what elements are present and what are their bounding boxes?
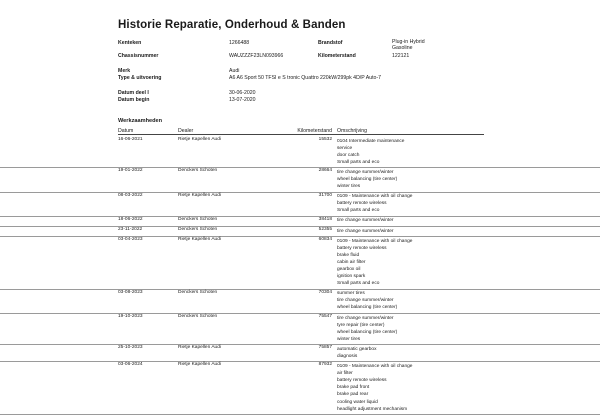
row-description bbox=[337, 362, 600, 414]
row-description bbox=[337, 345, 600, 361]
description-item: Small parts and eco bbox=[337, 281, 380, 287]
row-kilometerstand: 31700 bbox=[318, 192, 332, 198]
description-item: 0109 - Maintenance with oil change bbox=[337, 238, 413, 244]
description-item: service bbox=[337, 145, 353, 151]
description-item: ignition spark bbox=[337, 274, 366, 280]
description-item: Small parts and eco bbox=[337, 159, 380, 165]
description-item: cabin air filter bbox=[337, 259, 366, 265]
kilometerstand-label: Kilometerstand bbox=[318, 53, 356, 59]
table-row bbox=[0, 237, 600, 290]
row-description bbox=[337, 237, 600, 289]
row-kilometerstand: 38418 bbox=[318, 216, 332, 222]
row-date: 03-08-2023 bbox=[118, 289, 143, 295]
row-dealer: Denckers Schoten bbox=[178, 289, 218, 295]
table-row bbox=[0, 193, 600, 217]
row-date: 03-06-2024 bbox=[118, 362, 143, 368]
brandstof-value: Plug-in Hybrid Gasoline bbox=[392, 38, 425, 52]
row-kilometerstand: 52355 bbox=[318, 226, 332, 232]
type-label: Type & uitvoering bbox=[118, 75, 162, 81]
row-date: 03-04-2023 bbox=[118, 237, 143, 243]
description-item: wheel balancing (tire center) bbox=[337, 329, 398, 335]
description-item: tire change summer/winter bbox=[337, 169, 394, 175]
column-header-datum: Datum bbox=[118, 128, 134, 134]
description-item: diagnosis bbox=[337, 354, 358, 359]
kilometerstand-value: 122121 bbox=[392, 53, 410, 59]
table-row bbox=[0, 217, 600, 227]
table-row bbox=[0, 137, 600, 168]
description-item: battery remote wireless bbox=[337, 245, 387, 251]
description-item: tire change summer/winter bbox=[337, 315, 394, 321]
table-row bbox=[0, 345, 600, 362]
description-item: winter tires bbox=[337, 336, 361, 342]
row-dealer: Rietje Kapellen Audi bbox=[178, 362, 221, 368]
description-item: brake fluid bbox=[337, 252, 360, 258]
type-value: A6 A6 Sport 50 TFSI e S tronic Quattro 220kW/299pk 4D/P Auto-7 bbox=[229, 75, 382, 81]
datum-deel1-value: 30-06-2020 bbox=[229, 90, 256, 96]
table-row bbox=[0, 314, 600, 345]
description-item: brake pad front bbox=[337, 385, 370, 391]
row-date: 16-06-2021 bbox=[118, 137, 143, 142]
row-dealer: Denckers Schoten bbox=[178, 313, 218, 319]
row-dealer: Rietje Kapellen Audi bbox=[178, 237, 221, 243]
description-item: wheel balancing (tire center) bbox=[337, 177, 398, 183]
row-description bbox=[337, 193, 600, 216]
description-item: gearbox oil bbox=[337, 267, 361, 273]
row-kilometerstand: 75547 bbox=[318, 313, 332, 319]
row-kilometerstand: 28664 bbox=[318, 168, 332, 174]
table-row bbox=[0, 227, 600, 237]
header-divider bbox=[118, 134, 484, 135]
description-item: Small parts and eco bbox=[337, 208, 380, 214]
description-item: tire change summer/winter bbox=[337, 228, 394, 234]
description-item: wheel balancing (tire center) bbox=[337, 305, 398, 311]
description-item: brake pad rear bbox=[337, 392, 369, 398]
row-description bbox=[337, 227, 600, 236]
row-date: 18-06-2022 bbox=[118, 216, 143, 222]
brandstof-label: Brandstof bbox=[318, 40, 343, 46]
chassis-label: Chassisnummer bbox=[118, 53, 159, 59]
description-item: door catch bbox=[337, 152, 360, 158]
description-item: automatic gearbox bbox=[337, 346, 377, 352]
row-date: 19-01-2022 bbox=[118, 168, 143, 174]
description-item: air filter bbox=[337, 371, 353, 377]
description-item: battery remote wireless bbox=[337, 378, 387, 384]
row-date: 25-10-2023 bbox=[118, 345, 143, 351]
werkzaamheden-title: Werkzaamheden bbox=[118, 118, 163, 124]
row-description bbox=[337, 168, 600, 191]
row-date: 19-10-2023 bbox=[118, 313, 143, 319]
row-kilometerstand: 70304 bbox=[318, 289, 332, 295]
description-item: 0109 - Maintenance with oil change bbox=[337, 364, 413, 370]
row-dealer: Rietje Kapellen Audi bbox=[178, 192, 221, 198]
row-date: 23-11-2022 bbox=[118, 226, 143, 232]
description-item: 0104 Intermediate maintenance bbox=[337, 138, 405, 144]
description-item: 0109 - Maintenance with oil change bbox=[337, 194, 413, 200]
chassis-value: WAUZZZF23LN093966 bbox=[229, 53, 284, 59]
row-description bbox=[337, 290, 600, 313]
column-header-omschrijving: Omschrijving bbox=[337, 128, 367, 134]
row-description bbox=[337, 314, 600, 344]
description-item: battery remote wireless bbox=[337, 201, 387, 207]
description-item: headlight adjustment mechanism bbox=[337, 406, 408, 412]
datum-begin-value: 13-07-2020 bbox=[229, 97, 256, 103]
description-item: winter tires bbox=[337, 184, 361, 190]
page-title: Historie Reparatie, Onderhoud & Banden bbox=[118, 19, 346, 31]
row-dealer: Denckers Schoten bbox=[178, 226, 218, 232]
row-dealer: Denckers Schoten bbox=[178, 216, 218, 222]
table-row bbox=[0, 168, 600, 192]
datum-deel1-label: Datum deel I bbox=[118, 90, 149, 96]
kenteken-value: 1266488 bbox=[229, 40, 250, 46]
row-description bbox=[337, 137, 600, 167]
merk-label: Merk bbox=[118, 68, 131, 74]
column-header-dealer: Dealer bbox=[178, 128, 194, 134]
description-item: summer tires bbox=[337, 291, 365, 297]
table-row bbox=[0, 290, 600, 314]
row-kilometerstand: 87932 bbox=[318, 362, 332, 368]
table-row bbox=[0, 362, 600, 415]
row-kilometerstand: 15532 bbox=[318, 137, 332, 142]
merk-value: Audi bbox=[229, 68, 240, 74]
description-item: cooling water liquid bbox=[337, 399, 378, 405]
description-item: tire change summer/winter bbox=[337, 298, 394, 304]
kenteken-label: Kenteken bbox=[118, 40, 142, 46]
row-date: 08-03-2022 bbox=[118, 192, 143, 198]
row-dealer: Rietje Kapellen Audi bbox=[178, 137, 221, 142]
row-dealer: Denckers Schoten bbox=[178, 168, 218, 174]
row-description bbox=[337, 217, 600, 226]
maintenance-table bbox=[0, 137, 600, 415]
description-item: tyre repair (tire center) bbox=[337, 322, 385, 328]
row-dealer: Rietje Kapellen Audi bbox=[178, 345, 221, 351]
row-kilometerstand: 75857 bbox=[318, 345, 332, 351]
datum-begin-label: Datum begin bbox=[118, 97, 150, 103]
row-kilometerstand: 60834 bbox=[318, 237, 332, 243]
description-item: tire change summer/winter bbox=[337, 218, 394, 224]
column-header-kilometerstand: Kilometerstand bbox=[297, 128, 332, 134]
